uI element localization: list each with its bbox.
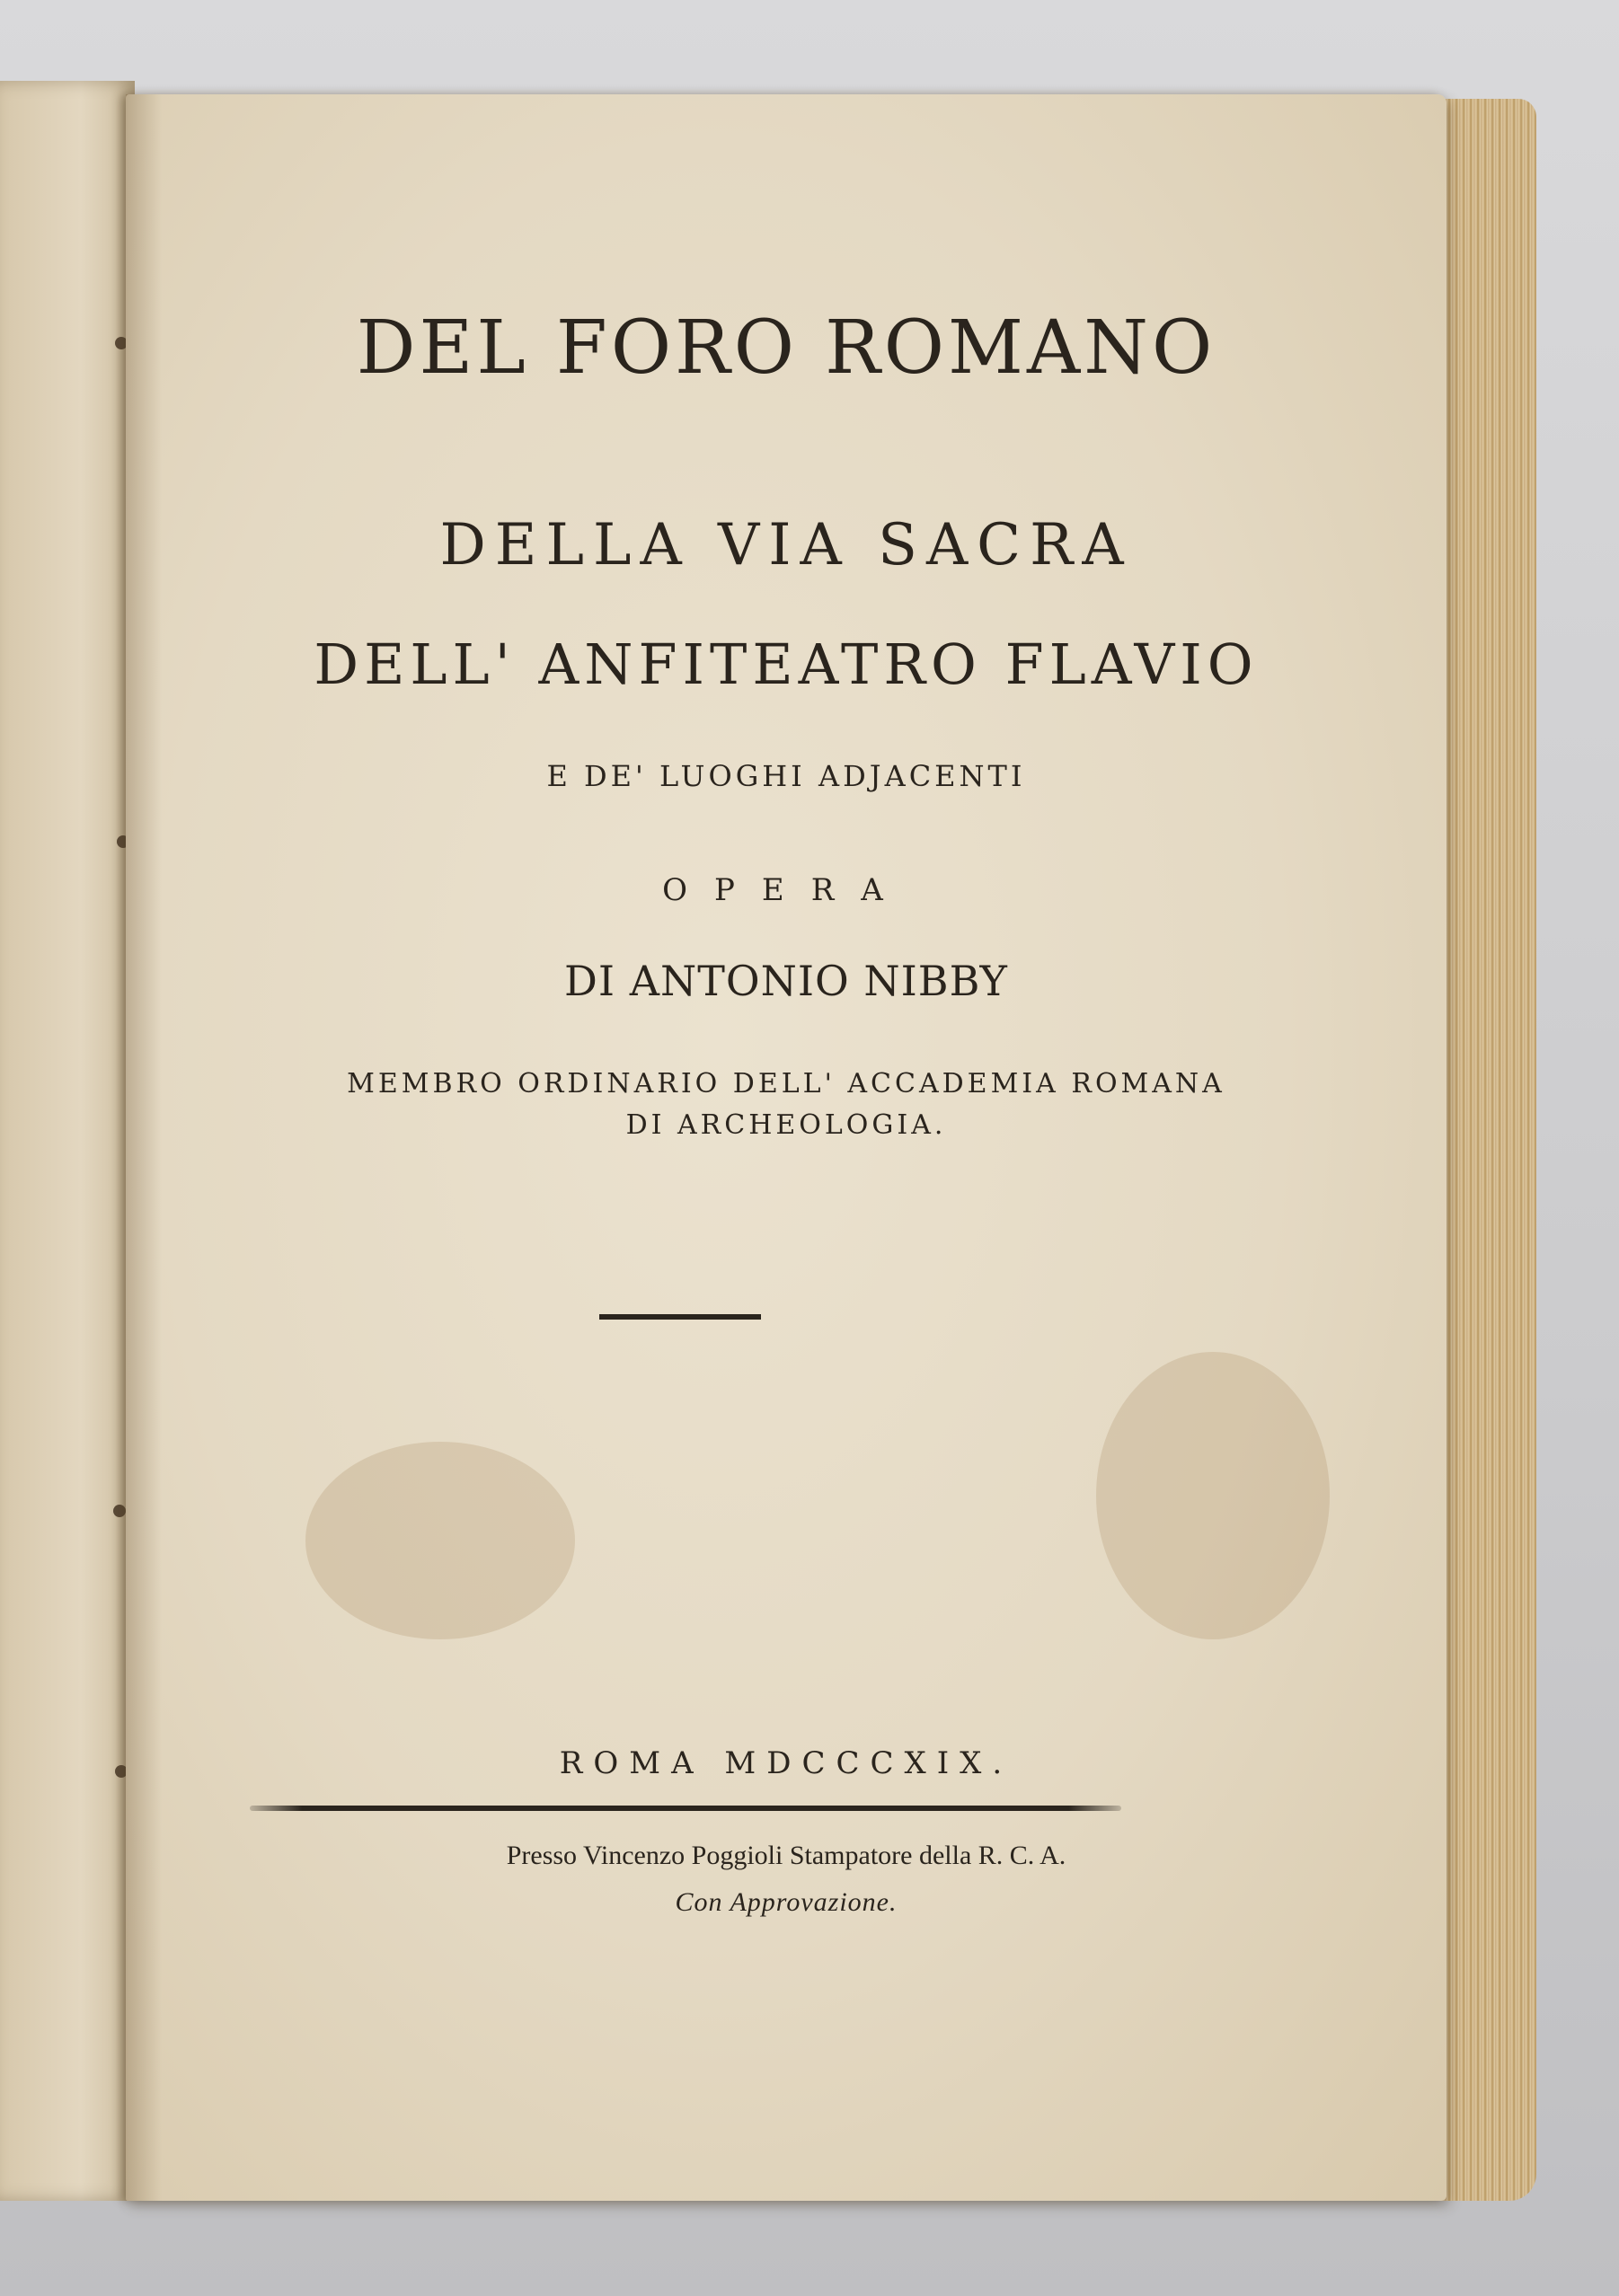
subtitle-line: E DE' LUOGHI ADJACENTI [546, 759, 1026, 793]
decorative-rule-short [599, 1314, 761, 1320]
gutter-shadow [126, 94, 162, 2201]
paper-stain [305, 1442, 575, 1639]
title-line-1: DEL FORO ROMANO [356, 305, 1216, 391]
printer-line: Presso Vincenzo Poggioli Stampatore della R. C. A. [506, 1841, 1066, 1870]
approval-line: Con Approvazione. [675, 1887, 898, 1917]
left-facing-page [0, 81, 135, 2201]
decorative-rule-long [250, 1806, 1121, 1811]
imprint-place-date: ROMA MDCCCXIX. [559, 1745, 1013, 1781]
opera-line: OPERA [662, 872, 910, 908]
paper-stain [1096, 1352, 1330, 1639]
affiliation-line-1: MEMBRO ORDINARIO DELL' ACCADEMIA ROMANA [347, 1068, 1225, 1099]
title-page [126, 94, 1446, 2201]
title-line-3: DELL' ANFITEATRO FLAVIO [314, 631, 1259, 697]
affiliation-line-2: DI ARCHEOLOGIA. [625, 1109, 947, 1141]
author-line: DI ANTONIO NIBBY [564, 957, 1008, 1005]
title-line-2: DELLA VIA SACRA [439, 512, 1133, 578]
left-page-stain [113, 1505, 126, 1517]
